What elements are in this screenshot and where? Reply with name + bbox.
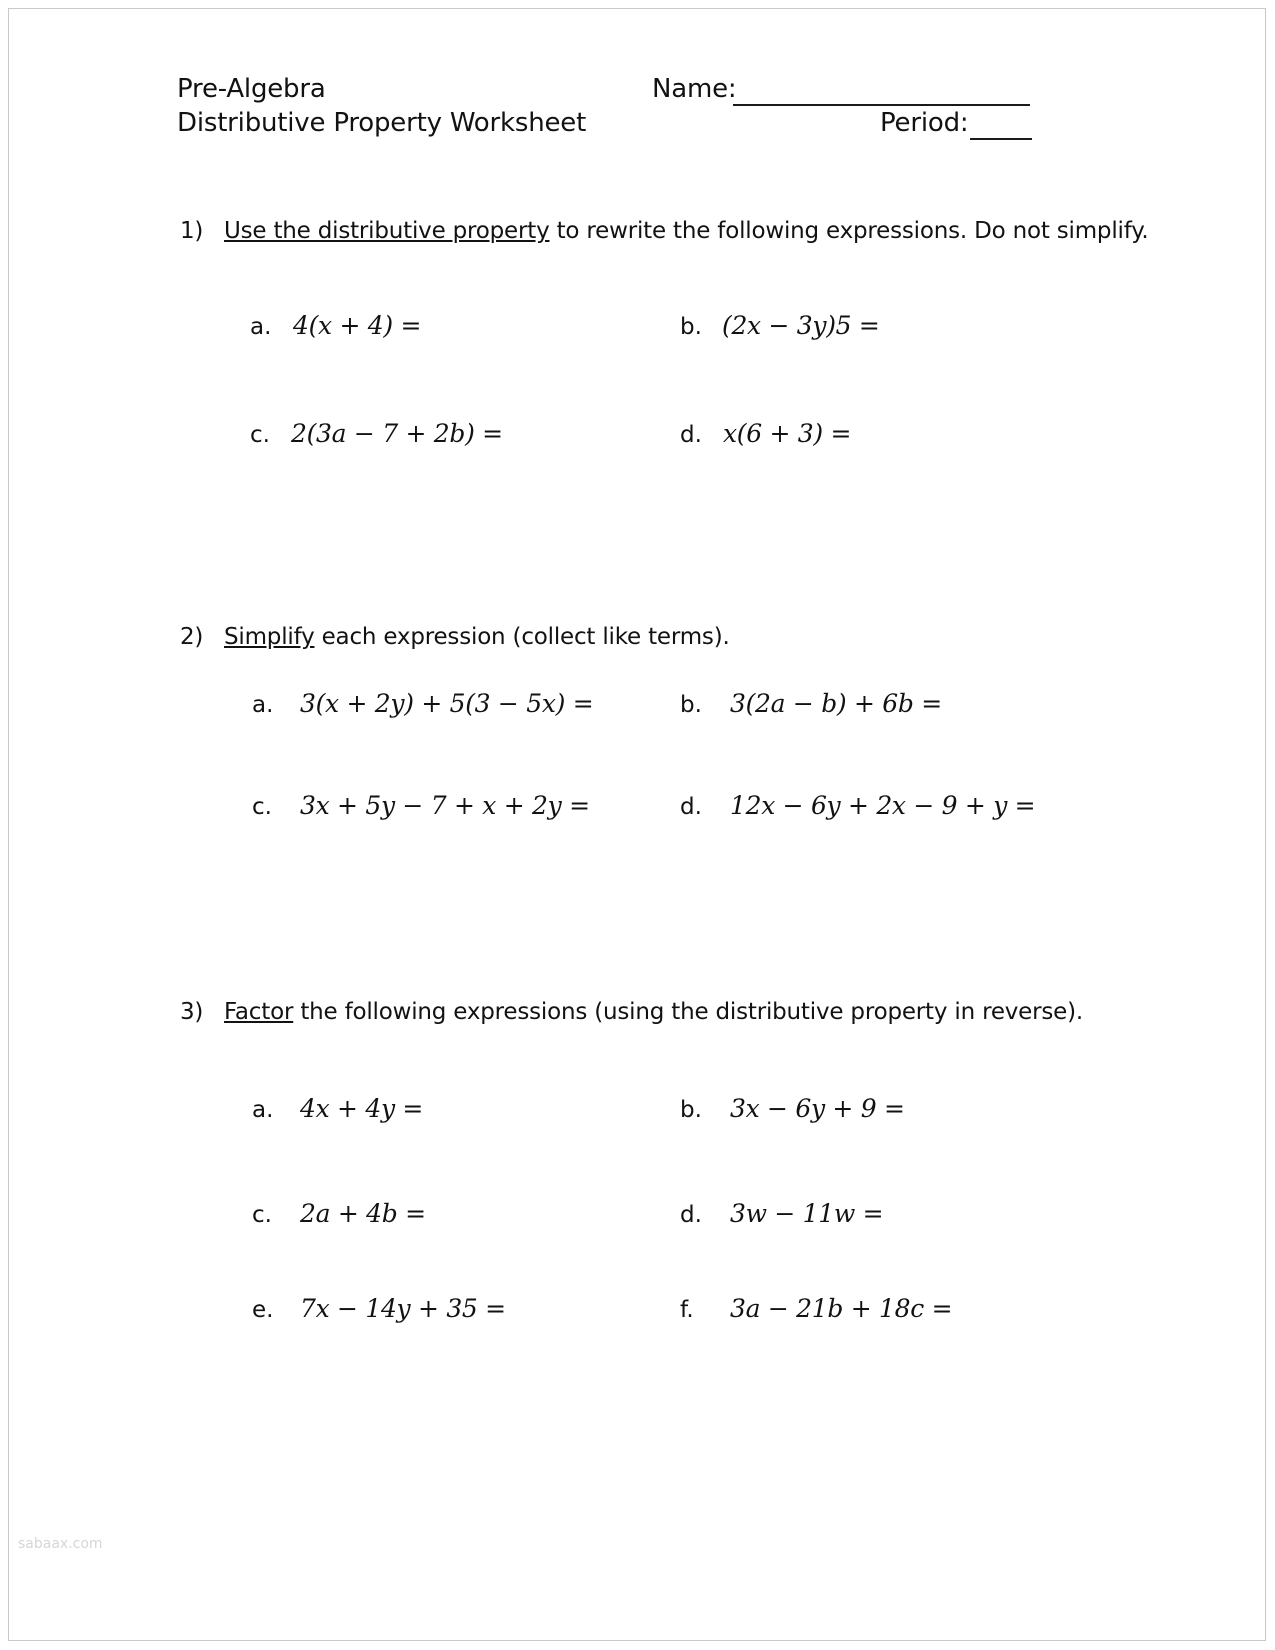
problem-2d-label: d.: [680, 794, 702, 820]
section-3-number: 3): [180, 999, 204, 1025]
problem-2a-expression: 3(x + 2y) + 5(3 − 5x) =: [300, 689, 594, 718]
section-2-heading-text: [224, 619, 730, 655]
section-1-heading-text: [224, 213, 1148, 249]
period-label: Period:: [880, 108, 969, 138]
problem-3f-expression: 3a − 21b + 18c =: [730, 1294, 953, 1323]
name-label: Name:: [652, 74, 737, 104]
problem-1c-label: c.: [250, 422, 270, 448]
problem-1d-expression: x(6 + 3) =: [723, 419, 852, 448]
problem-3e-label: e.: [252, 1297, 274, 1323]
section-3-heading-underlined: Factor: [224, 999, 294, 1025]
problem-2d-expression: 12x − 6y + 2x − 9 + y =: [730, 791, 1036, 820]
problem-3e-expression: 7x − 14y + 35 =: [300, 1294, 506, 1323]
problem-2b-expression: 3(2a − b) + 6b =: [730, 689, 942, 718]
section-2-heading-underlined: Simplify: [224, 624, 315, 650]
section-2-heading: [180, 619, 730, 655]
section-3-heading-text: [224, 994, 1083, 1030]
problem-2c-expression: 3x + 5y − 7 + x + 2y =: [300, 791, 590, 820]
problem-2c-label: c.: [252, 794, 272, 820]
problem-1a-label: a.: [250, 314, 272, 340]
page-border: [8, 8, 1266, 1641]
section-3-heading: [180, 994, 1083, 1030]
section-2-number: 2): [180, 624, 204, 650]
problem-1b-expression: (2x − 3y)5 =: [722, 311, 880, 340]
section-1-heading-underlined: Use the distributive property: [224, 218, 550, 244]
section-1-heading: [180, 213, 1148, 249]
problem-3b-expression: 3x − 6y + 9 =: [730, 1094, 905, 1123]
watermark: sabaax.com: [18, 1536, 103, 1552]
problem-3a-label: a.: [252, 1097, 274, 1123]
problem-1a-expression: 4(x + 4) =: [293, 311, 422, 340]
course-title: Pre-Algebra: [177, 74, 326, 104]
problem-2a-label: a.: [252, 692, 274, 718]
problem-3f-label: f.: [680, 1297, 694, 1323]
problem-1d-label: d.: [680, 422, 702, 448]
section-3-heading-rest: the following expressions (using the distributive property in reverse).: [293, 999, 1083, 1025]
section-1-heading-rest: to rewrite the following expressions. Do not simplify.: [549, 218, 1149, 244]
section-2-heading-rest: each expression (collect like terms).: [314, 624, 730, 650]
problem-3a-expression: 4x + 4y =: [300, 1094, 424, 1123]
problem-3d-expression: 3w − 11w =: [730, 1199, 884, 1228]
problem-3c-expression: 2a + 4b =: [300, 1199, 426, 1228]
worksheet-title: Distributive Property Worksheet: [177, 108, 587, 138]
problem-3c-label: c.: [252, 1202, 272, 1228]
problem-1b-label: b.: [680, 314, 702, 340]
section-1-number: 1): [180, 218, 204, 244]
period-blank-line: [970, 110, 1032, 140]
problem-2b-label: b.: [680, 692, 702, 718]
problem-3b-label: b.: [680, 1097, 702, 1123]
problem-1c-expression: 2(3a − 7 + 2b) =: [291, 419, 503, 448]
problem-3d-label: d.: [680, 1202, 702, 1228]
name-blank-line: [733, 76, 1030, 106]
